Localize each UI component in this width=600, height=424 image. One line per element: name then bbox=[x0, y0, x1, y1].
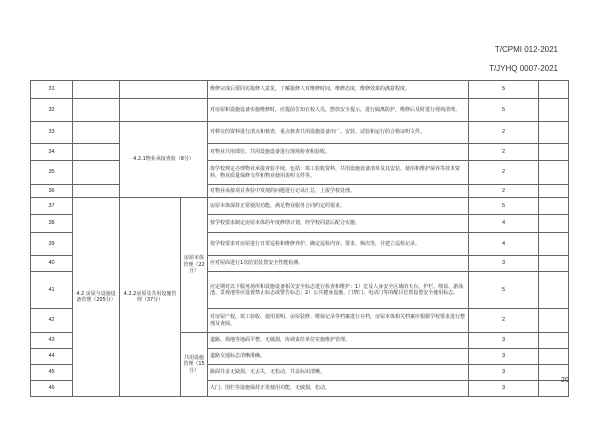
row-number: 43 bbox=[31, 333, 73, 349]
page-number: 20 bbox=[561, 377, 569, 384]
row-number: 34 bbox=[31, 144, 73, 161]
row-text: 应对屋面进行1次防雷装置安全性能检测。 bbox=[208, 256, 469, 272]
row-number: 40 bbox=[31, 256, 73, 272]
category-house-shared-facilities: 4.2.2房屋及共用设施管理（37分） bbox=[120, 198, 181, 397]
row-text: 应定期对以下服务场所和设施设备相关安全标志进行检查和维护：1）危及人身安全区域的天台、护栏、喷泉、游泳池、景观池等应设置禁止标志或警告标志；2）公共健身设施、门禁门、电动门等的醒目位置设置安全使用标志。 bbox=[208, 272, 469, 309]
row-number: 42 bbox=[31, 309, 73, 333]
row-number: 32 bbox=[31, 99, 73, 122]
row-text: 按学校要求对房屋进行日常巡检和维修养护，确定巡检内容、要求、频次等，并建立巡检记录。 bbox=[208, 233, 469, 256]
row-score: 4 bbox=[469, 233, 539, 256]
row-text: 路面井盖无缺损、无丢失，无松动，井盖标识清晰。 bbox=[208, 365, 469, 381]
row-number: 31 bbox=[31, 81, 73, 99]
category-acceptance-inspection: 4.2.1物业承接查验（8分） bbox=[120, 122, 208, 198]
table-row bbox=[31, 81, 569, 99]
row-number: 33 bbox=[31, 122, 73, 144]
table-row bbox=[31, 198, 569, 215]
row-score: 2 bbox=[469, 122, 539, 144]
table-row bbox=[31, 185, 569, 198]
row-score: 2 bbox=[469, 309, 539, 333]
row-text: 按学校规定办理物业承接查验手续，包括：竣工验收资料、共用设施设备清单及其安装、使用和维护保养等技术资料，物业质量保修文件和物业使用说明文件等。 bbox=[208, 161, 469, 185]
row-number: 44 bbox=[31, 349, 73, 365]
row-score: 2 bbox=[469, 144, 539, 161]
row-text: 房屋本体保持正常使用功能，满足物业服务合同约定的要求。 bbox=[208, 198, 469, 215]
category-house-body: 房屋本体管理（22分） bbox=[181, 198, 208, 333]
row-number: 36 bbox=[31, 185, 73, 198]
row-number: 38 bbox=[31, 215, 73, 233]
category-house-facilities: 4.2 房屋与设施设备管理（205分） bbox=[73, 198, 120, 397]
evaluation-table bbox=[30, 80, 569, 397]
row-score: 3 bbox=[469, 256, 539, 272]
row-text: 对物业共用部位、共用设施设备进行现场检查和验收。 bbox=[208, 144, 469, 161]
table-row bbox=[31, 144, 569, 161]
row-text: 按学校要求制定房屋本体的年度修缮计划，经学校同意后配合实施。 bbox=[208, 215, 469, 233]
header-standard-code-2: T/JYHQ 0007-2021 bbox=[489, 64, 558, 73]
row-score: 2 bbox=[469, 161, 539, 185]
row-score: 3 bbox=[469, 349, 539, 365]
row-score: 5 bbox=[469, 272, 539, 309]
row-score: 5 bbox=[469, 81, 539, 99]
row-text: 对房屋产权、竣工验收、使用说明、房屋装修、维保记录等档案进行存档，房屋本体相关档案应根据学校要求进行整理及查阅。 bbox=[208, 309, 469, 333]
row-number: 45 bbox=[31, 365, 73, 381]
row-text: 大门、围栏等设施保持正常使用功能，无破损，松动。 bbox=[208, 381, 469, 397]
row-text: 对房屋和设施设备实施维修时，应提前告知在校人员，摆放安全提示，进行隔离防护，维修后及时进行现场清理。 bbox=[208, 99, 469, 122]
row-number: 41 bbox=[31, 272, 73, 309]
row-score: 5 bbox=[469, 198, 539, 215]
header-standard-code-1: T/CPMI 012-2021 bbox=[494, 45, 558, 54]
row-text: 道路、场地等地面平整、无破损，协调责任单位实施维护管理。 bbox=[208, 333, 469, 349]
row-score: 2 bbox=[469, 185, 539, 198]
table-row bbox=[31, 161, 569, 185]
row-number: 39 bbox=[31, 233, 73, 256]
row-score: 3 bbox=[469, 381, 539, 397]
row-score: 5 bbox=[469, 99, 539, 122]
row-text: 对移交的资料进行清点和核查，重点核查共用设施设备出厂、安装、试验和运行的合格证明文件。 bbox=[208, 122, 469, 144]
table-row bbox=[31, 99, 569, 122]
row-number: 35 bbox=[31, 161, 73, 185]
table-row bbox=[31, 122, 569, 144]
row-score: 3 bbox=[469, 365, 539, 381]
row-text: 维修完成后要回访报修人意见，了解报修人对维修时间、维修态度、维修效果的满意程度。 bbox=[208, 81, 469, 99]
category-shared-facilities: 共用设施管理（15分） bbox=[181, 333, 208, 397]
row-text: 道路交通标志清晰准确。 bbox=[208, 349, 469, 365]
row-number: 37 bbox=[31, 198, 73, 215]
row-score: 3 bbox=[469, 333, 539, 349]
row-score: 4 bbox=[469, 215, 539, 233]
row-number: 46 bbox=[31, 381, 73, 397]
row-text: 对物业承接项目查验中发现的问题进行记录汇总，上报学校处理。 bbox=[208, 185, 469, 198]
